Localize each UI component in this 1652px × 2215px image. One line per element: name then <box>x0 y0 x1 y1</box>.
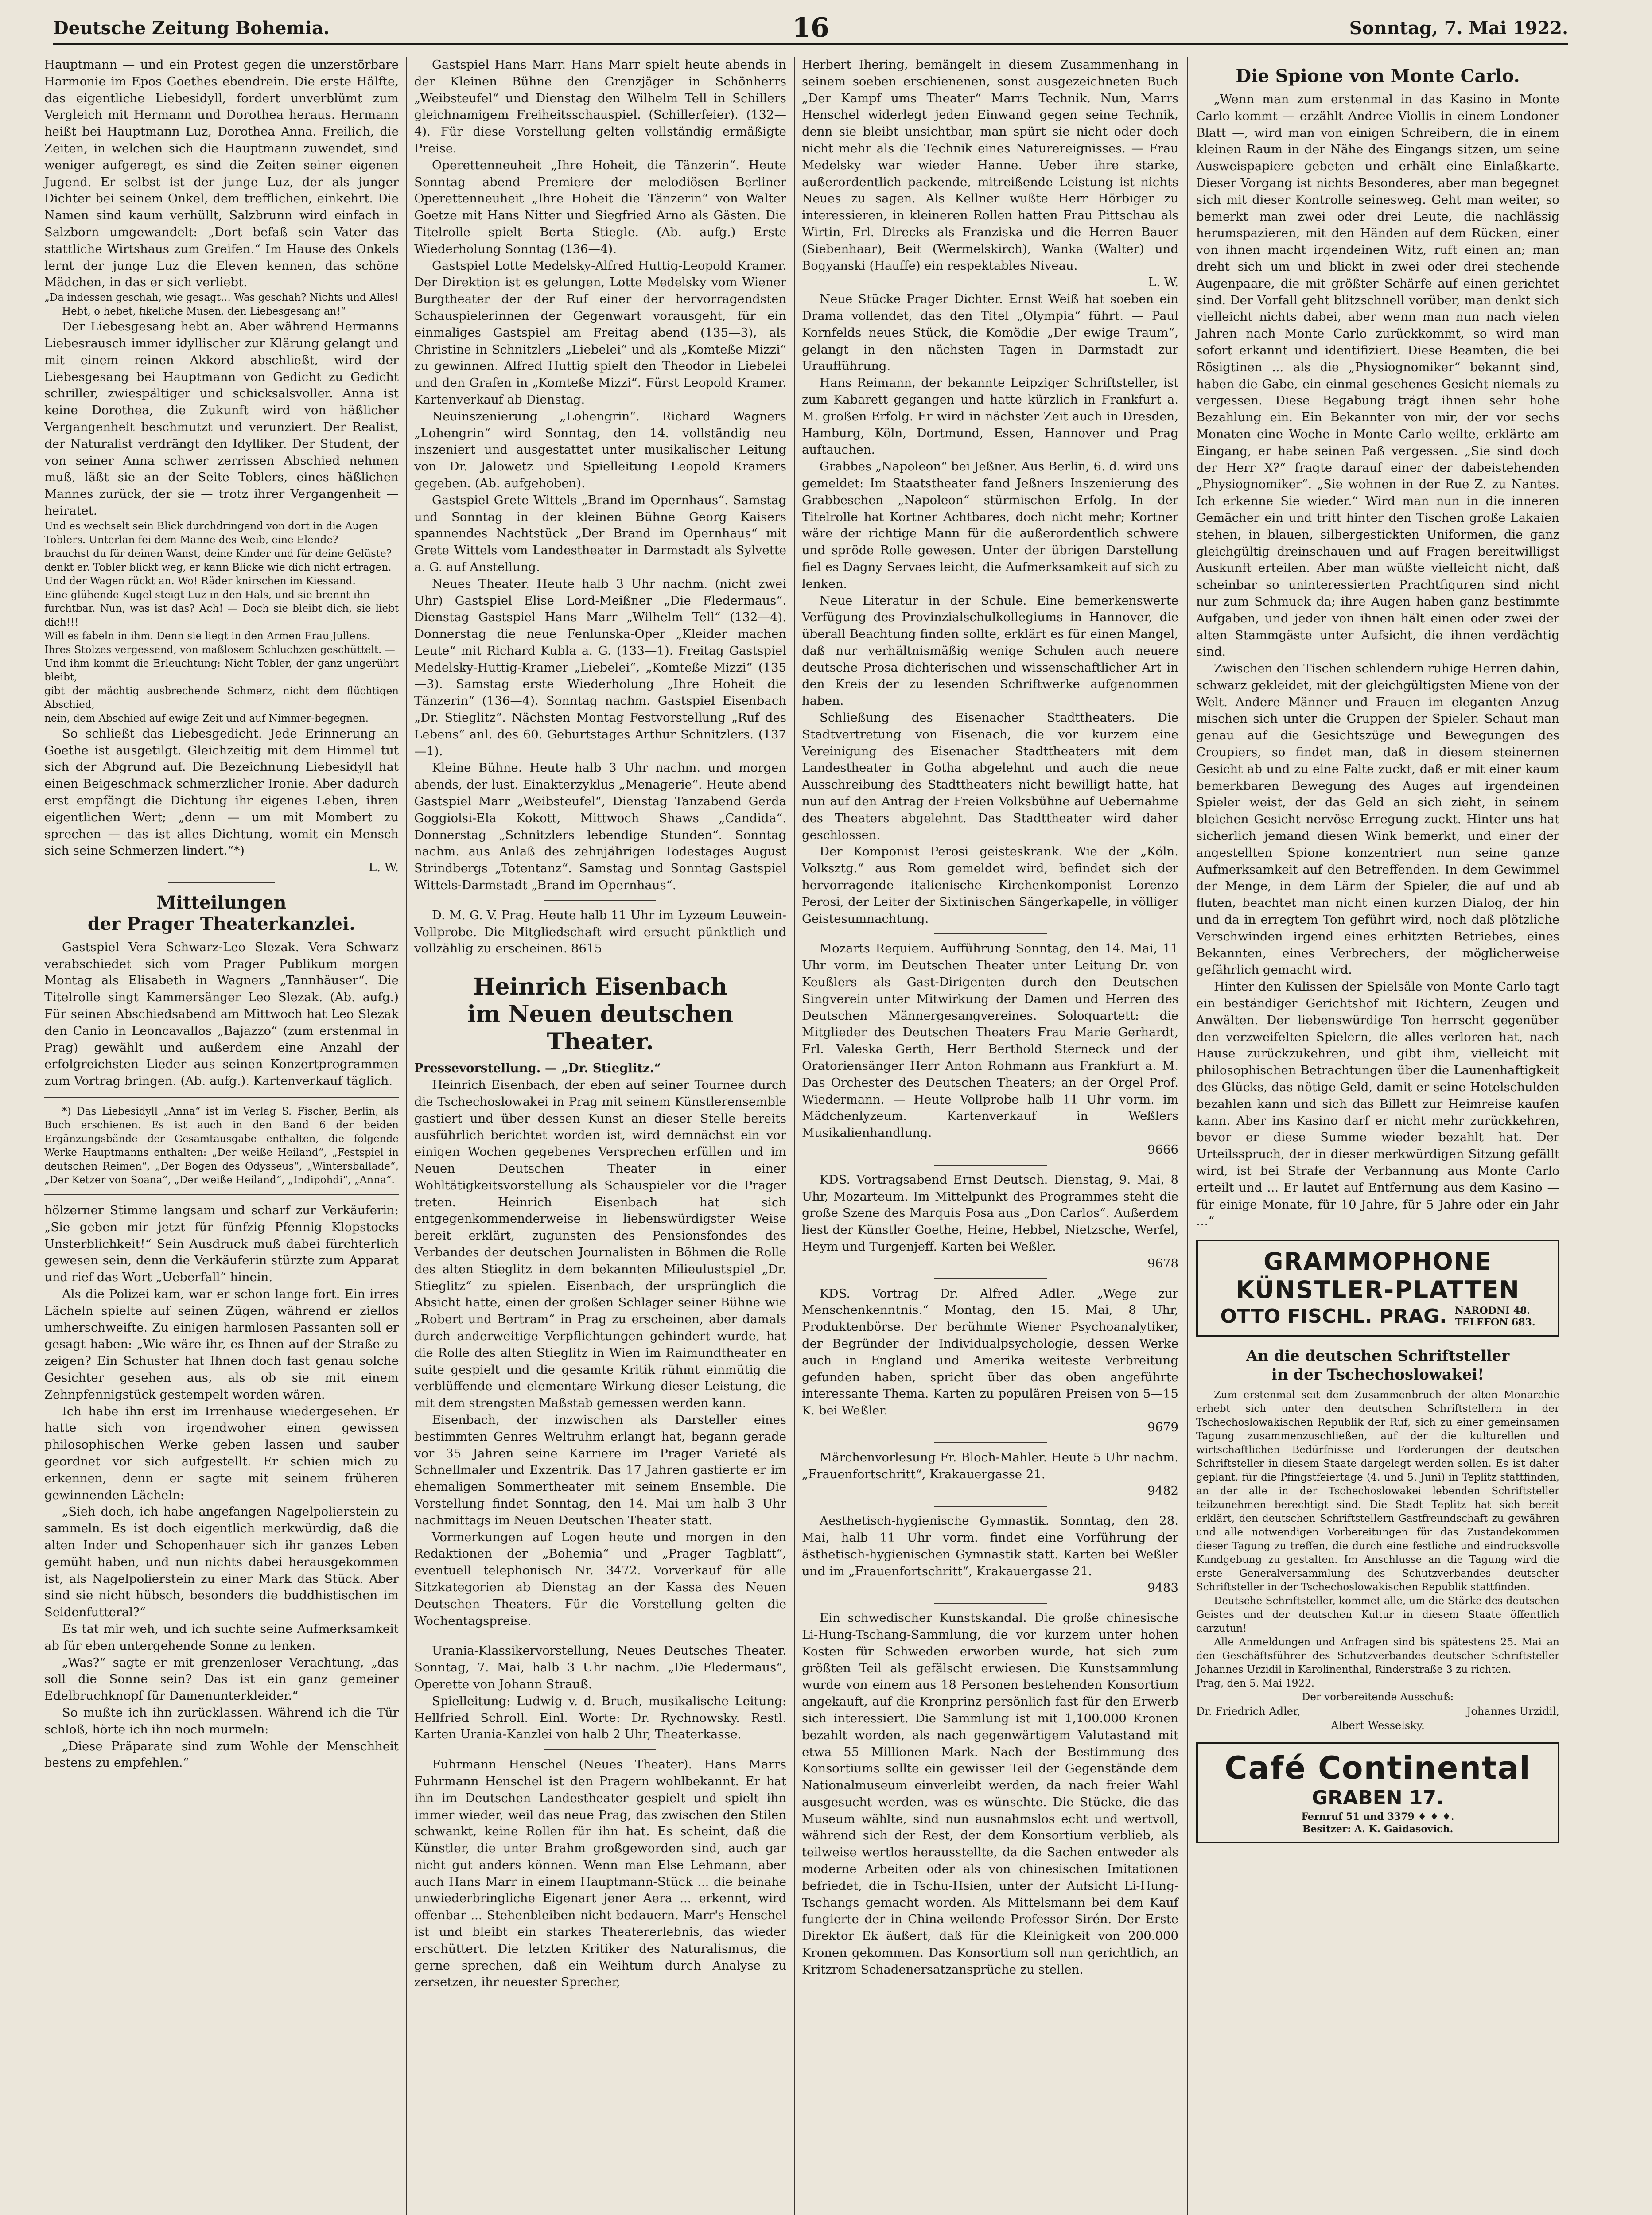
article-paragraph: Hinter den Kulissen der Spielsäle von Monte Carlo tagt ein beständiger Gerichtshof mit Richtern, Zeugen und Anwälten. Der liebenswürdige Ton herrscht gegenüber den verzweifelten Spielern, die alles verloren hat, nach Hause zurückzukehren, und gibt ihm, vielleicht mit philosophischen Betrachtungen über die Launenhaftigkeit des Glücks, das nötige Geld, damit er seine Hotelschulden bezahlen kann und sich das Billett zur Heimreise kaufen kann. Aber ins Kasino darf er nicht mehr zurückkehren, bevor er diese Summe wieder bezahlt hat. Der Urteilsspruch, der in dieser merkwürdigen Sitzung gefällt wird, ist bei Strafe der Verbannung aus Monte Carlo erteilt und ... Er lautet auf Entfernung aus dem Kasino — für einige Monate, für 10 Jahre, für 5 Jahre oder ein Jahr …“ <box>1196 979 1559 1228</box>
ad-headline: GRAMMOPHONE <box>1263 1247 1492 1276</box>
column-2 <box>414 57 786 1991</box>
section-heading-line: der Prager Theaterkanzlei. <box>87 913 356 934</box>
article-subheading: Pressevorstellung. — „Dr. Stieglitz.“ <box>414 1061 661 1076</box>
article-paragraph: „Sieh doch, ich habe angefangen Nagelpolierstein zu sammeln. Es ist doch eigentlich merkwürdig, daß die alten Inder und Schopenhauer sich ihr ganzes Leben gemüht haben, und nun nichts dabei herausgekommen ist, als Nagelpolierstein zu einer Mark das Stück. Aber sind sie nicht hübsch, besonders die buddhistischen im Seidenfutteral?“ <box>44 1504 399 1620</box>
writers-announcement <box>1196 1347 1559 1733</box>
article-paragraph: Der Liebesgesang hebt an. Aber während Hermanns Liebesrausch immer idyllischer zur Klärung gelangt und mit einem reinen Akkord abschließt, wird der Liebesgesang bei Hauptmann von Gedicht zu Gedicht schriller, zwiespältiger und schicksalsvoller. Anna ist keine Dorothea, die Zukunft wird von häßlicher Vergangenheit beschmutzt und verunziert. Der Realist, der Naturalist verdrängt den Idylliker. Der Student, der von seiner Anna schwer zerrissen Abschied nehmen muß, läßt sie an der Seite Toblers, eines häßlichen Mannes zurück, der sie — trotz ihrer Vergangenheit — heiratet. <box>44 319 399 518</box>
article-heading: Die Spione von Monte Carlo. <box>1236 66 1520 86</box>
ad-address <box>1455 1305 1535 1328</box>
article-paragraph: „Wenn man zum erstenmal in das Kasino in Monte Carlo kommt — erzählt Andree Viollis in einem Londoner Blatt —, wird man von einigen Schreibern, die in einem kleinen Raum in der Nähe des Eingangs sitzen, um seine Ausweispapiere gebeten und erhält eine Einlaßkarte. Dieser Vorgang ist nichts Besonderes, aber man begegnet sich mit dieser Kontrolle seinesweg. Geht man weiter, so bemerkt man zwei oder drei Leute, die nachlässig herumspazieren, mit den Händen auf dem Rücken, einer von ihnen macht irgendeinen Witz, ruft einen an; man dreht sich um und blickt in zwei oder drei stechende Augenpaare, die mit größter Schärfe auf einen gerichtet sind. Der Vorfall geht blitzschnell vorüber, man denkt sich vielleicht nichts dabei, aber wenn man nun nach vielen Jahren nach Monte Carlo zurückkommt, so wird man sofort erkannt und identifiziert. Diese Beamten, die bei Rösigtinen ... als die „Physiognomiker“ bekannt sind, haben die Gabe, ein einmal gesehenes Gesicht niemals zu vergessen. Diese Begabung trägt ihnen sehr hohe Bezahlung ein. Ein Bekannter von mir, der vor sechs Monaten eine Woche in Monte Carlo weilte, erklärte am Eingang, er habe seinen Paß vergessen. „Sie sind doch der Herr X?“ fragte darauf einer der dabeistehenden „Physiognomiker“. „Sie wohnen in der Rue Z. zu Nantes. Ich erkenne Sie wieder.“ Wird man nun in die inneren Gemächer ein und tritt hinter den Tischen große Lakaien stehen, in blauen, silbergestickten Uniformen, die ganz gleichgültig dreinschauen und auf Fragen bereitwilligst Auskunft erteilen. Aber man wüßte vielleicht nicht, daß scheinbar so uninteressierten Prachtfiguren sind nicht nur zum Schmuck da; ihre Augen haben ganz bestimmte Aufgaben, und jeder von ihnen hält einen oder zwei der alten Stammgäste unter Aufsicht, die ihnen verdächtig sind. <box>1196 92 1559 659</box>
article-paragraph: So schließt das Liebesgedicht. Jede Erinnerung an Goethe ist ausgetilgt. Gleichzeitig mit dem Himmel tut sich der Abgrund auf. Die Bezeichnung Liebesidyll hat einen Beigeschmack schmerzlicher Ironie. Aber dadurch erst empfängt die Dichtung ihr eigenes Leben, ihren eigentlichen Wert; „denn — um mit Mombert zu sprechen — das ist alles Dichtung, womit ein Mensch sich seine Schmerzen lindert.“*) <box>44 726 399 858</box>
notice-paragraph: KDS. Vortragsabend Ernst Deutsch. Dienstag, 9. Mai, 8 Uhr, Mozarteum. Im Mittelpunkt des Programmes steht die große Szene des Marquis Posa aus „Don Carlos“. Außerdem liest der Künstler Goethe, Heine, Hebbel, Nietzsche, Werfel, Heym und Turgenjeff. Karten bei Weßler. <box>802 1172 1178 1254</box>
article-paragraph: Ein schwedischer Kunstskandal. Die große chinesische Li-Hung-Tschang-Sammlung, die vor kurzem unter hohen Kosten für Schweden erworben wurde, hat sich zum größten Teil als gefälscht erwiesen. Die Kunstsammlung wurde von einem aus 18 Personen bestehenden Konsortium angekauft, auf die Kronprinz persönlich fast für den Erwerb sich interessiert. Die Sammlung ist mit 1,100.000 Kronen bezahlt worden, als nach gegenwärtigem Valutastand mit etwa 55 Millionen Mark. Nach der Bestimmung des Konsortiums sollte ein gewisser Teil der Gegenstände dem Nationalmuseum einverleibt werden, da nach freier Wahl ausgesucht werden, was es wünschte. Die Stücke, die das Museum wählte, sind nun ausnahmslos echt und wertvoll, während sich der Rest, der dem Konsortium verblieb, als teilweise wertlos herausstellte, da die Sachen entweder als moderne Arbeiten oder als von chinesischen Imitationen befriedet, die in Tschu-Hsien, unter der Aufsicht Li-Hung-Tschangs gemacht worden. Als Mittelsmann bei dem Kauf fungierte der in China weilende Professor Sirén. Der Erste Direktor Ek äußert, daß für die Kleinigkeit von 200.000 Kronen gekommen. Das Konsortium soll nun gerichtlich, an Kritzrom Schadenersatzansprüche zu stellen. <box>802 1611 1178 1977</box>
divider <box>44 1097 399 1098</box>
verse-line: nein, dem Abschied auf ewige Zeit und auf Nimmer-begegnen. <box>44 712 369 724</box>
notice-paragraph: Urania-Klassikervorstellung, Neues Deutsches Theater. Sonntag, 7. Mai, halb 3 Uhr nachm. „Die Fledermaus“, Operette von Johann Strauß. <box>414 1644 786 1691</box>
notice-paragraph: Gastspiel Grete Wittels „Brand im Opernhaus“. Samstag und Sonntag in der kleinen Bühne Georg Kaisers spannendes Nachtstück „Der Brand im Opernhaus“ mit Grete Wittels vom Landestheater in Darmstadt als Sylvette a. G. auf Anstellung. <box>414 493 786 574</box>
verse-line: brauchst du für deinen Wanst, deine Kinder und für deine Gelüste? <box>44 548 392 560</box>
notice-number: 9678 <box>1147 1256 1178 1271</box>
article-paragraph: Als die Polizei kam, war er schon lange fort. Ein irres Lächeln spielte auf seinen Zügen, während er ziellos umherschweifte. Zu einigen harmlosen Passanten soll er gesagt haben: „Wie wäre ihr, es Ihnen auf der Straße zu zeigen? Ein Schuster hat Ihnen doch fast genau solche Gesichter gesehen aus, als ob sie mit einem Zehnpfennigstück gestempelt worden wären. <box>44 1287 399 1402</box>
article-paragraph: So mußte ich ihn zurücklassen. Während ich die Tür schloß, hörte ich ihn noch murmeln: <box>44 1705 399 1737</box>
notice-paragraph: Kleine Bühne. Heute halb 3 Uhr nachm. und morgen abends, der lust. Einakterzyklus „Menagerie“. Heute abend Gastspiel Marr „Weibsteufel“, Dienstag Tanzabend Gerda Goggiolsi-Ela Kokott, Mittwoch Shaws „Candida“. Donnerstag „Schnitzlers lebendige Stunden“. Sonntag nachm. aus Anlaß des zehnjährigen Todestages August Strindbergs „Totentanz“. Samstag und Sonntag Gastspiel Wittels-Darmstadt „Brand im Opernhaus“. <box>414 761 786 893</box>
notice-paragraph: Gastspiel Lotte Medelsky-Alfred Huttig-Leopold Kramer. Der Direktion ist es gelungen, Lotte Medelsky vom Wiener Burgtheater der der Ruf einer der hervorragendsten Schauspielerinnen der Gegenwart vorausgeht, für ein einmaliges Gastspiel am Freitag abend (135—3), als Christine in Schnitzlers „Liebelei“ und als „Komteße Mizzi“ zu gewinnen. Alfred Huttig spielt den Theodor in Liebelei und den Grafen in „Komteße Mizzi“. Fürst Leopold Kramer. Kartenverkauf ab Dienstag. <box>414 258 786 407</box>
ad-address-line: TELEFON 683. <box>1454 1317 1535 1329</box>
divider <box>934 1506 1047 1507</box>
notice-number: 9679 <box>1147 1420 1178 1434</box>
divider <box>934 1442 1047 1443</box>
notice-number: 9482 <box>1147 1484 1178 1498</box>
divider <box>934 1278 1047 1279</box>
article-paragraph: Zwischen den Tischen schlendern ruhige Herren dahin, schwarz gekleidet, mit der gleichgültigsten Miene von der Welt. Andere Männer und Frauen im eleganten Anzug mischen sich unter die Gruppen der Spieler. Schaut man genau auf die Gesichtszüge und Bewegungen des Croupiers, so findet man, daß in diesem steinernen Gesicht ab und zu eine Falte zuckt, daß er mit einer kaum bemerkbaren Bewegung des Auges auf irgendeinen Spieler weist, der das Geld an sich zieht, in seinem bleichen Gesicht nervöse Erregung zuckt. Hinter uns hat sicherlich jemand diesen Wink bemerkt, und einer der angestellten Spione konzentriert nun seine ganze Aufmerksamkeit auf den Betreffenden. In dem Gewimmel der Menge, in dem Lärm der Spieler, die auf und ab fluten, beachtet man nicht einen kurzen Dialog, der hin und da in erregtem Ton geführt wird, noch daß plötzliche Verschwinden irgend eines erhitzten Betriebes, eines Bekannten, eines Verbrechers, der möglicherweise gefährlich gemacht wird. <box>1196 661 1559 977</box>
divider <box>544 900 656 901</box>
column-3 <box>802 57 1178 1978</box>
notice-paragraph: D. M. G. V. Prag. Heute halb 11 Uhr im Lyzeum Leuwein-Vollprobe. Die Mitgliedschaft wird ersucht pünktlich und vollzählig zu erscheinen. 8615 <box>414 908 786 956</box>
notice-paragraph: Grabbes „Napoleon“ bei Jeßner. Aus Berlin, 6. d. wird uns gemeldet: Im Staatstheater fand Jeßners Inszenierung des Grabbeschen „Napoleon“ stürmischen Erfolg. In der Titelrolle hat Kortner Achtbares, doch nicht mehr; Kortner wäre der richtige Mann für die außerordentlich schwere und spröde Rolle gewesen. Unter der übrigen Darstellung fiel es Dagny Servaes leicht, die Aufmerksamkeit auf sich zu lenken. <box>802 459 1178 591</box>
notice-paragraph: Neue Literatur in der Schule. Eine bemerkenswerte Verfügung des Provinzialschulkollegiums in Hannover, die überall Beachtung finden sollte, erklärt es für einen Mangel, daß nur verhältnismäßig wenige Schulen auch neuere deutsche Prosa dichterischen und wissenschaftlicher Art in den Kreis der zu lesenden Schriftwerke aufgenommen haben. <box>802 593 1178 708</box>
notice-paragraph: Mozarts Requiem. Aufführung Sonntag, den 14. Mai, 11 Uhr vorm. im Deutschen Theater unter Leitung Dr. von Keußlers als Gast-Dirigenten durch den Deutschen Singverein unter Mitwirkung der Damen und Herren des Deutschen Männergesangvereines. Soloquartett: die Mitglieder des Deutschen Theaters Frau Marie Gerhardt, Frl. Valeska Gerth, Herr Berthold Sterneck und der Oratoriensänger Herr Anton Rohmann aus Frankfurt a. M. Das Orchester des Deutschen Theaters; an der Orgel Prof. Wiedermann. — Heute Vollprobe halb 11 Uhr vorm. im Mädchenlyzeum. Kartenverkauf in Weßlers Musikalienhandlung. <box>802 941 1178 1140</box>
notice-paragraph: Neue Stücke Prager Dichter. Ernst Weiß hat soeben ein Drama vollendet, das den Titel „Olympia“ führt. — Paul Kornfelds neues Stück, die Komödie „Der ewige Traum“, gelangt in den nächsten Tagen in Darmstadt zur Uraufführung. <box>802 292 1178 373</box>
article-paragraph: Hauptmann — und ein Protest gegen die unzerstörbare Harmonie im Epos Goethes ebendrein. Die erste Hälfte, das eigentliche Liebesidyll, fordert unverblümt zum Vergleich mit Hermann und Dorothea heraus. Hermann heißt bei Hauptmann Luz, Dorothea Anna. Freilich, die Zeiten, in welchen sich die Hauptmann zuwendet, sind weniger aufgeregt, es sind die Zeiten seiner eigenen Jugend. Er selbst ist der junge Luz, der als junger Dichter bei seinem Onkel, dem trefflichen, einkehrt. Die Namen sind kaum verhüllt, Salzbrunn wird einfach in Salzborn umgewandelt: „Dort befaß sein Vater das stattliche Wirtshaus zum Greifen.“ Im Hause des Onkels lernt der junge Luz die Eleven kennen, das schöne Mädchen, in das er sich verliebt. <box>44 58 399 290</box>
author-signature: L. W. <box>1148 275 1178 290</box>
notice-paragraph: Spielleitung: Ludwig v. d. Bruch, musikalische Leitung: Hellfried Schroll. Einl. Worte: Dr. Rychnowsky. Restl. Karten Urania-Kanzlei von halb 2 Uhr, Theaterkasse. <box>414 1694 786 1742</box>
notice-paragraph: Aesthetisch-hygienische Gymnastik. Sonntag, den 28. Mai, halb 11 Uhr vorm. findet eine Vorführung der ästhetisch-hygienischen Gymnastik statt. Karten bei Weßler und im „Frauenfortschritt“, Krakauergasse 21. <box>802 1514 1178 1578</box>
divider <box>544 1749 656 1750</box>
column-rule <box>794 57 795 2215</box>
verse-line: Toblers. Unterlan fei dem Manne des Weib, eine Elende? <box>44 534 338 546</box>
article-heading <box>414 973 786 1056</box>
author-signature: L. W. <box>369 860 399 875</box>
article-paragraph: „Diese Präparate sind zum Wohle der Menschheit bestens zu empfehlen.“ <box>44 1739 399 1770</box>
verse-line: Und es wechselt sein Blick durchdringend von dort in die Augen <box>44 520 378 532</box>
cafe-advertisement <box>1196 1742 1559 1843</box>
notice-paragraph: Hans Reimann, der bekannte Leipziger Schriftsteller, ist zum Kabarett gegangen und hatte kürzlich in Frankfurt a. M. großen Erfolg. Er wird in nächster Zeit auch in Dresden, Hamburg, Köln, Dortmund, Essen, Hannover und Prag auftauchen. <box>802 376 1178 457</box>
ad-phone: Fernruf 51 und 3379 ♦ ♦ ♦. <box>1301 1811 1454 1823</box>
section-heading <box>44 892 399 935</box>
verse-line: Und ihm kommt die Erleuchtung: Nicht Tobler, der ganz ungerührt bleibt, <box>44 657 399 683</box>
notice-paragraph: Neuinszenierung „Lohengrin“. Richard Wagners „Lohengrin“ wird Sonntag, den 14. vollständig neu inszeniert und ausgestattet unter musikalischer Leitung von Dr. Jalowetz und Spielleitung Leopold Kramers gegeben. (Ab. aufgehoben). <box>414 409 786 490</box>
announcement-signatories <box>1196 1704 1559 1718</box>
page-header <box>53 12 1568 45</box>
announcement-paragraph: Alle Anmeldungen und Anfragen sind bis spätestens 25. Mai an den Geschäftsführer des Schutzverbandes deutscher Schriftsteller Johannes Urzidil in Karolinenthal, Rinderstraße 3 zu richten. <box>1196 1636 1559 1676</box>
ad-owner: Besitzer: A. K. Gaidasovich. <box>1302 1823 1454 1835</box>
divider <box>168 882 275 883</box>
article-paragraph: Heinrich Eisenbach, der eben auf seiner Tournee durch die Tschechoslowakei in Prag mit seinem Künstlerensemble gastiert und über dessen Kunst an dieser Stelle bereits ausführlich berichtet worden ist, wird demnächst ein vor einigen Wochen gegebenes Versprechen erfüllen und im Neuen Deutschen Theater in einer Wohltätigkeitsvorstellung als Schauspieler vor die Prager treten. Heinrich Eisenbach hat sich entgegenkommenderweise in liebenswürdigster Weise bereit erklärt, zugunsten des Pensionsfondes des Verbandes der deutschen Journalisten in Böhmen die Rolle des alten Stieglitz in dem bekannten Milieulustspiel „Dr. Stieglitz“ zu spielen. Eisenbach, der ursprünglich die Absicht hatte, einen der großen Schlager seiner Bühne wie „Robert und Bertram“ in Prag zu erscheinen, aber damals durch anderweitige Verpflichtungen gehindert wurde, hat die Rolle des alten Stieglitz in Wien im Raimundtheater en suite gespielt und die gesamte Kritik rühmt einmütig die verblüffende und elementare Wirkung dieser Leistung, die mit dem strengsten Maßstab gemessen werden kann. <box>414 1078 786 1411</box>
issue-date: Sonntag, 7. Mai 1922. <box>1349 18 1568 39</box>
gramophone-advertisement <box>1196 1240 1559 1337</box>
notice-paragraph: Der Komponist Perosi geisteskrank. Wie der „Köln. Volksztg.“ aus Rom gemeldet wird, befindet sich der hervorragende italienische Kirchenkomponist Lorenzo Perosi, der Leiter der Sixtinischen Sängerkapelle, in völliger Geistesumnachtung. <box>802 844 1178 926</box>
article-heading-line: im Neuen deutschen Theater. <box>467 1001 734 1056</box>
announcement-heading-line: An die deutschen Schriftsteller <box>1246 1347 1510 1365</box>
divider <box>44 1194 399 1195</box>
ad-headline: Café Continental <box>1224 1750 1531 1787</box>
column-4 <box>1196 57 1559 1853</box>
notice-paragraph: KDS. Vortrag Dr. Alfred Adler. „Wege zur Menschenkenntnis.“ Montag, den 15. Mai, 8 Uhr, Produktenbörse. Der berühmte Wiener Psychoanalytiker, der Begründer der Individualpsychologie, dessen Werke auch in England und Amerika weiteste Verbreitung gefunden haben, spricht über das oben angeführte interessante Thema. Karten zu populären Preisen von 5—15 K. bei Weßler. <box>802 1286 1178 1418</box>
announcement-heading-line: in der Tschechoslowakei! <box>1271 1366 1485 1384</box>
article-paragraph: hölzerner Stimme langsam und scharf zur Verkäuferin: „Sie geben mir jetzt für fünfzig Pfennig Klopstocks Unsterblichkeit!“ Sein Ausdruck muß dabei fürchterlich gewesen sein, denn die Verkäuferin stürzte zum Apparat und rief das Wort „Ueberfall“ hinein. <box>44 1203 399 1285</box>
column-rule <box>406 57 407 2215</box>
announcement-heading <box>1196 1347 1559 1384</box>
article-paragraph: Eisenbach, der inzwischen als Darsteller eines bestimmten Genres Weltruhm erlangt hat, begann gerade vor 35 Jahren seine Karriere im Prager Varieté als Schnellmaler und Exzentrik. Das 17 Jahren gastierte er im ehemaligen Sommertheater mit seinem Ensemble. Die Vorstellung findet Sonntag, den 14. Mai um halb 3 Uhr nachmittags im Neuen Deutschen Theater statt. <box>414 1412 786 1527</box>
ad-company: OTTO FISCHL. PRAG. <box>1220 1305 1447 1328</box>
verse-line: Hebt, o hebet, fikeliche Musen, den Liebesgesang an!“ <box>62 306 346 318</box>
footnote: *) Das Liebesidyll „Anna“ ist im Verlag S. Fischer, Berlin, als Buch erschienen. Es ist auch in den Band 6 der beiden Ergänzungsbände der Gesamtausgabe enthalten, die folgende Werke Hauptmanns enthalten: „Der weiße Heiland“, „Festspiel in deutschen Reimen“, „Der Bogen des Odysseus“, „Wintersballade“, „Der Ketzer von Soana“, „Der weiße Heiland“, „Indipohdi“, „Anna“. <box>44 1106 399 1186</box>
notice-paragraph: Schließung des Eisenacher Stadttheaters. Die Stadtvertretung von Eisenach, die vor kurzem eine Vereinigung des Eisenacher Stadttheaters mit dem Landestheater in Gotha abgelehnt und auch die neue Ausschreibung des Stadttheaters nicht bewilligt hatte, hat nun auf den Antrag der Freien Volksbühne auf Uebernahme des Theaters abgelehnt. Das Stadttheater wird daher geschlossen. <box>802 711 1178 842</box>
signatory: Dr. Friedrich Adler, <box>1196 1705 1301 1718</box>
announcement-date: Prag, den 5. Mai 1922. <box>1196 1678 1315 1690</box>
ad-headline: KÜNSTLER-PLATTEN <box>1236 1276 1520 1304</box>
signatory: Albert Wesselsky. <box>1331 1719 1425 1732</box>
article-paragraph: Es tat mir weh, und ich suchte seine Aufmerksamkeit ab für eben untergehende Sonne zu lenken. <box>44 1621 399 1653</box>
article-heading-line: Heinrich Eisenbach <box>473 973 727 1001</box>
announcement-signatories <box>1196 1718 1559 1733</box>
newspaper-title: Deutsche Zeitung Bohemia. <box>53 18 330 39</box>
section-heading-line: Mitteilungen <box>156 892 287 913</box>
notice-paragraph: Gastspiel Hans Marr. Hans Marr spielt heute abends in der Kleinen Bühne den Grenzjäger in Schönherrs „Weibsteufel“ und Dienstag den Wilhelm Tell in Schillers gleichnamigem Freiheitsschauspiel. (Schillerfeier). (132—4). Für diese Vorstellung gelten vollständig ermäßigte Preise. <box>414 58 786 155</box>
notice-paragraph: Gastspiel Vera Schwarz-Leo Slezak. Vera Schwarz verabschiedet sich vom Prager Publikum morgen Montag als Elisabeth in Wagners „Tannhäuser“. Die Titelrolle singt Kammersänger Leo Slezak. (Ab. aufg.) Für seinen Abschiedsabend am Mittwoch hat Leo Slezak den Canio in Leoncavallos „Bajazzo“ (zum erstenmal in Prag) gewählt und außerdem eine Anzahl der erfolgreichsten Lieder aus seinen Konzertprogrammen zum Vortrag bringen. (Ab. aufg.). Kartenverkauf täglich. <box>44 940 399 1088</box>
ad-footer <box>1206 1304 1550 1329</box>
column-1 <box>44 57 399 1772</box>
verse-line: furchtbar. Nun, was ist das? Ach! — Doch sie bleibt dich, sie liebt dich!!! <box>44 602 399 628</box>
announcement-committee: Der vorbereitende Ausschuß: <box>1302 1691 1454 1703</box>
verse-line: gibt der mächtig ausbrechende Schmerz, nicht dem flüchtigen Abschied, <box>44 685 399 711</box>
ad-address-line: NARODNI 48. <box>1454 1305 1531 1317</box>
announcement-paragraph: Deutsche Schriftsteller, kommet alle, um die Stärke des deutschen Geistes und der deutschen Kultur in diesem Staate öffentlich darzutun! <box>1196 1595 1559 1635</box>
article-paragraph: „Was?“ sagte er mit grenzenloser Verachtung, „das soll die Sonne sein? Das ist ein ganz gemeiner Edelbruchknopf für Damenunterkleider.“ <box>44 1655 399 1703</box>
notice-number: 9483 <box>1147 1581 1178 1595</box>
notice-paragraph: Neues Theater. Heute halb 3 Uhr nachm. (nicht zwei Uhr) Gastspiel Elise Lord-Meißner „Die Fledermaus“. Dienstag Gastspiel Hans Marr „Wilhelm Tell“ (132—4). Donnerstag die neue Fenlunska-Oper „Kleider machen Leute“ mit Richard Kubla a. G. (133—1). Freitag Gastspiel Medelsky-Huttig-Kramer „Liebelei“, „Komteße Mizzi“ (135—3). Samstag erste Wiederholung „Ihre Hoheit die Tänzerin“ (136—4). Sonntag nachm. Gastspiel Eisenbach „Dr. Stieglitz“. Nächsten Montag Festvorstellung „Ruf des Lebens“ anl. des 60. Geburtstages Arthur Schnitzlers. (137—1). <box>414 576 786 758</box>
page-number: 16 <box>792 12 829 43</box>
ad-address: GRABEN 17. <box>1312 1787 1444 1810</box>
verse-line: Eine glühende Kugel steigt Luz in den Hals, und sie brennt ihn <box>44 589 370 601</box>
verse-line: Und der Wagen rückt an. Wo! Räder knirschen im Kiessand. <box>44 575 356 587</box>
verse-line: Ihres Stolzes vergessend, von maßlosem Schluchzen geschüttelt. — <box>44 644 395 656</box>
verse-line: denkt er. Tobler blickt weg, er kann Blicke wie dich nicht ertragen. <box>44 561 392 573</box>
verse-line: „Da indessen geschah, wie gesagt… Was geschah? Nichts und Alles! <box>44 292 399 304</box>
notice-number: 9666 <box>1147 1142 1178 1157</box>
divider <box>934 933 1047 934</box>
review-paragraph: Herbert Ihering, bemängelt in diesem Zusammenhang in seinem soeben erschienenen, sonst ausgezeichneten Buch „Der Kampf ums Theater“ Marrs Technik. Nun, Marrs Henschel widerlegt jeden Einwand gegen seine Technik, denn sie bleibt unsichtbar, man spürt sie nicht oder doch nicht mehr als die Technik eines Naturereignisses. — Frau Medelsky war wieder Hanne. Ueber ihre starke, außerordentlich packende, mitreißende Leistung ist nichts Neues zu sagen. Als Kellner wußte Herr Hörbiger zu interessieren, in kleineren Rollen hatten Frau Pittschau als Wirtin, Frl. Direcks als Franziska und die Herren Bauer (Siebenhaar), Beit (Wermelskirch), Wanka (Walter) und Bogyanski (Hauffe) ein respektables Niveau. <box>802 58 1178 273</box>
article-paragraph: Vormerkungen auf Logen heute und morgen in den Redaktionen der „Bohemia“ und „Prager Tagblatt“, eventuell telephonisch Nr. 3472. Vorverkauf für alle Sitzkategorien ab Dienstag an der Kassa des Neuen Deutschen Theaters. Für die Vorstellung gelten die Wochentagspreise. <box>414 1530 786 1628</box>
article-paragraph: Ich habe ihn erst im Irrenhause wiedergesehen. Er hatte sich von irgendwoher einen gewissen philosophischen Werke geben lassen und sauber geordnet vor sich aufgestellt. Er schien mich zu erkennen, denn er sagte mit seinem früheren gewinnenden Lächeln: <box>44 1404 399 1502</box>
notice-paragraph: Operettenneuheit „Ihre Hoheit, die Tänzerin“. Heute Sonntag abend Premiere der melodiösen Berliner Operettenneuheit „Ihre Hoheit die Tänzerin“ von Walter Goetze mit Hans Nitter und Siegfried Arno als Gästen. Die Titelrolle spielt Berta Stiegle. (Ab. aufg.) Erste Wiederholung Sonntag (136—4). <box>414 158 786 256</box>
notice-paragraph: Märchenvorlesung Fr. Bloch-Mahler. Heute 5 Uhr nachm. „Frauenfortschritt“, Krakauergasse 21. <box>802 1450 1178 1481</box>
verse-line: Will es fabeln in ihm. Denn sie liegt in den Armen Frau Jullens. <box>44 630 371 642</box>
column-rule <box>1187 57 1188 2215</box>
signatory: Johannes Urzidil, <box>1466 1705 1559 1718</box>
announcement-paragraph: Zum erstenmal seit dem Zusammenbruch der alten Monarchie erhebt sich unter den deutschen Schriftstellern in der Tschechoslowakischen Republik der Ruf, sich zu einer gemeinsamen Tagung zusammenzuschließen, auf der die kulturellen und wirtschaftlichen Bedürfnisse und Forderungen der deutschen Schriftsteller in diesem Staate dargelegt werden sollen. Es ist daher geplant, für die Pfingstfeiertage (4. und 5. Juni) in Teplitz stattfinden, an der alle in der Tschechoslowakei lebenden Schriftsteller teilzunehmen berechtigt sind. Die Stadt Teplitz hat sich bereit erklärt, den deutschen Schriftstellern Gastfreundschaft zu gewähren und alle notwendigen Vorbereitungen für das Zustandekommen dieser Tagung zu treffen, die durch eine festliche und eindrucksvolle Kundgebung zu gestalten. Im Anschlusse an die Tagung wird die erste Generalversammlung des Schutzverbandes deutscher Schriftsteller in der Tschechoslowakischen Republik stattfinden. <box>1196 1389 1559 1593</box>
review-paragraph: Fuhrmann Henschel (Neues Theater). Hans Marrs Fuhrmann Henschel ist den Pragern wohlbekannt. Er hat ihn im Deutschen Landestheater gespielt und spielt ihn immer wieder, weil das neue Prag, das zwischen den Stilen schwankt, keine Rollen für ihn hat. Es scheint, daß die Künstler, die unter Brahm großgeworden sind, auch gar nicht gut anders können. Wenn man Else Lehmann, aber auch Hans Marr in einem Hauptmann-Stück ... die beinahe unwiederbringliche Eigenart jener Aera ... erkennt, wird offenbar ... Stehenbleiben nicht bedauern. Marr's Henschel ist und bleibt ein starkes Theatererlebnis, das wieder erschüttert. Die letzten Kritiker des Naturalismus, die gerne sprechen, daß ein Weihtum durch Analyse zu zersetzen, ihr neuester Sprecher, <box>414 1757 786 1990</box>
divider <box>934 1165 1047 1166</box>
divider <box>934 1603 1047 1604</box>
